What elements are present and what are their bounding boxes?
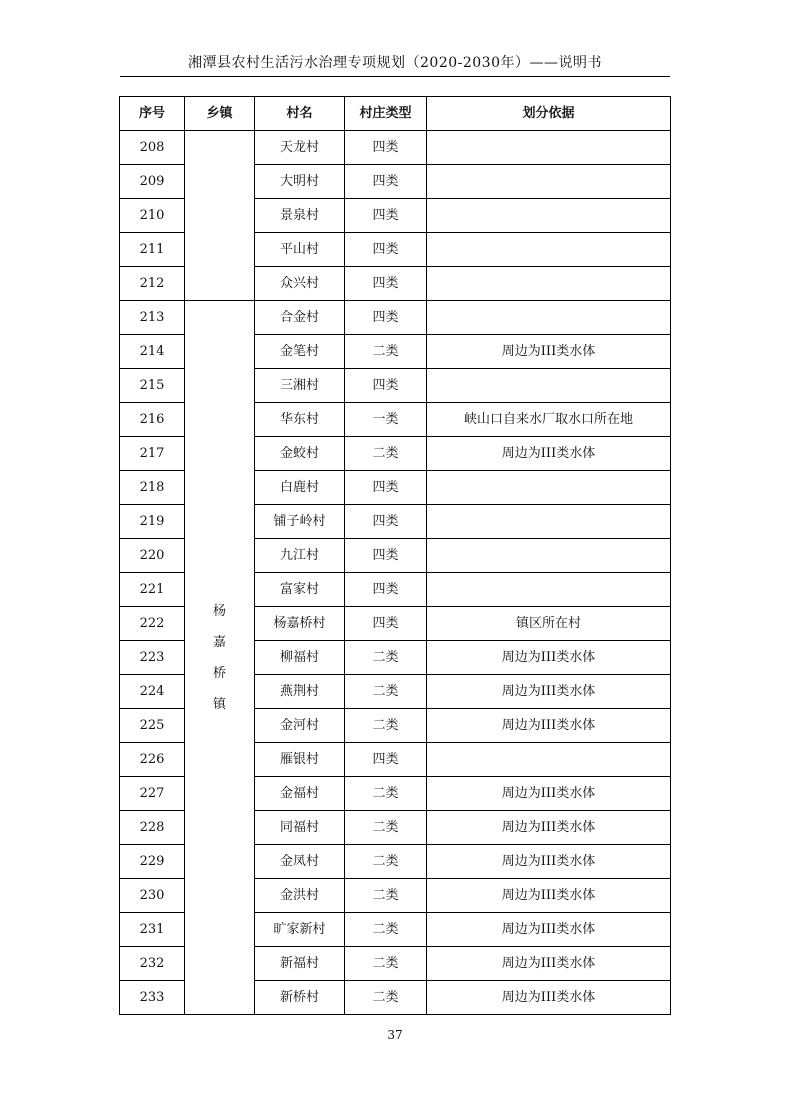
table-header [120, 97, 671, 131]
cell-type: 二类 [345, 777, 427, 811]
cell-no: 219 [120, 505, 185, 539]
cell-village: 三湘村 [255, 369, 345, 403]
cell-type: 二类 [345, 845, 427, 879]
page-header: 湘潭县农村生活污水治理专项规划（2020-2030年）——说明书 [120, 50, 670, 77]
cell-no: 211 [120, 233, 185, 267]
cell-type: 四类 [345, 267, 427, 301]
cell-village: 金河村 [255, 709, 345, 743]
cell-village: 金笔村 [255, 335, 345, 369]
cell-type: 二类 [345, 709, 427, 743]
cell-basis: 周边为III类水体 [427, 437, 671, 471]
table-row [120, 131, 671, 165]
col-header-village: 村名 [255, 97, 345, 131]
cell-basis [427, 301, 671, 335]
cell-village: 大明村 [255, 165, 345, 199]
cell-basis: 周边为III类水体 [427, 947, 671, 981]
cell-no: 228 [120, 811, 185, 845]
cell-type: 四类 [345, 369, 427, 403]
cell-basis [427, 267, 671, 301]
cell-no: 226 [120, 743, 185, 777]
cell-no: 209 [120, 165, 185, 199]
cell-type: 二类 [345, 675, 427, 709]
cell-basis [427, 539, 671, 573]
cell-village: 金蛟村 [255, 437, 345, 471]
cell-type: 二类 [345, 981, 427, 1015]
cell-type: 四类 [345, 301, 427, 335]
cell-basis: 周边为III类水体 [427, 913, 671, 947]
cell-basis: 周边为III类水体 [427, 675, 671, 709]
cell-type: 四类 [345, 743, 427, 777]
town-name-char: 镇 [212, 696, 226, 712]
cell-no: 222 [120, 607, 185, 641]
cell-no: 230 [120, 879, 185, 913]
col-header-basis: 划分依据 [427, 97, 671, 131]
cell-no: 220 [120, 539, 185, 573]
cell-village: 富家村 [255, 573, 345, 607]
cell-basis [427, 165, 671, 199]
town-name-char: 杨 [212, 603, 226, 619]
cell-type: 二类 [345, 811, 427, 845]
cell-village: 合金村 [255, 301, 345, 335]
cell-type: 四类 [345, 165, 427, 199]
cell-no: 233 [120, 981, 185, 1015]
cell-village: 同福村 [255, 811, 345, 845]
cell-no: 221 [120, 573, 185, 607]
cell-village: 燕荆村 [255, 675, 345, 709]
cell-no: 218 [120, 471, 185, 505]
cell-type: 二类 [345, 913, 427, 947]
cell-no: 227 [120, 777, 185, 811]
cell-basis: 峡山口自来水厂取水口所在地 [427, 403, 671, 437]
cell-type: 四类 [345, 573, 427, 607]
cell-village: 金福村 [255, 777, 345, 811]
cell-no: 212 [120, 267, 185, 301]
cell-basis [427, 573, 671, 607]
cell-no: 231 [120, 913, 185, 947]
cell-type: 四类 [345, 539, 427, 573]
cell-village: 天龙村 [255, 131, 345, 165]
cell-no: 225 [120, 709, 185, 743]
cell-basis: 镇区所在村 [427, 607, 671, 641]
page-number: 37 [387, 1028, 403, 1042]
cell-basis [427, 233, 671, 267]
cell-basis [427, 505, 671, 539]
cell-no: 232 [120, 947, 185, 981]
cell-type: 二类 [345, 641, 427, 675]
col-header-no: 序号 [120, 97, 185, 131]
cell-type: 二类 [345, 437, 427, 471]
cell-no: 210 [120, 199, 185, 233]
cell-village: 金凤村 [255, 845, 345, 879]
cell-village: 旷家新村 [255, 913, 345, 947]
cell-no: 214 [120, 335, 185, 369]
cell-no: 229 [120, 845, 185, 879]
cell-basis [427, 471, 671, 505]
cell-basis: 周边为III类水体 [427, 981, 671, 1015]
cell-type: 四类 [345, 471, 427, 505]
cell-no: 217 [120, 437, 185, 471]
cell-village: 新桥村 [255, 981, 345, 1015]
cell-basis: 周边为III类水体 [427, 879, 671, 913]
cell-type: 四类 [345, 233, 427, 267]
cell-basis [427, 743, 671, 777]
col-header-town: 乡镇 [185, 97, 255, 131]
town-name-char: 嘉 [212, 634, 226, 650]
cell-type: 四类 [345, 131, 427, 165]
cell-no: 208 [120, 131, 185, 165]
cell-type: 一类 [345, 403, 427, 437]
cell-type: 四类 [345, 505, 427, 539]
cell-village: 九江村 [255, 539, 345, 573]
cell-basis [427, 199, 671, 233]
cell-village: 景泉村 [255, 199, 345, 233]
cell-no: 223 [120, 641, 185, 675]
cell-basis: 周边为III类水体 [427, 811, 671, 845]
cell-village: 众兴村 [255, 267, 345, 301]
cell-village: 雁银村 [255, 743, 345, 777]
table-body [120, 131, 671, 1015]
cell-no: 215 [120, 369, 185, 403]
cell-basis: 周边为III类水体 [427, 335, 671, 369]
cell-basis: 周边为III类水体 [427, 641, 671, 675]
cell-town [185, 301, 255, 1015]
cell-village: 金洪村 [255, 879, 345, 913]
cell-no: 216 [120, 403, 185, 437]
town-name-char: 桥 [212, 665, 226, 681]
cell-village: 柳福村 [255, 641, 345, 675]
cell-village: 平山村 [255, 233, 345, 267]
cell-basis [427, 131, 671, 165]
cell-type: 四类 [345, 607, 427, 641]
cell-basis: 周边为III类水体 [427, 845, 671, 879]
cell-type: 二类 [345, 335, 427, 369]
cell-no: 213 [120, 301, 185, 335]
col-header-type: 村庄类型 [345, 97, 427, 131]
cell-village: 杨嘉桥村 [255, 607, 345, 641]
cell-type: 二类 [345, 879, 427, 913]
cell-type: 四类 [345, 199, 427, 233]
cell-no: 224 [120, 675, 185, 709]
table-row [120, 301, 671, 335]
cell-village: 铺子岭村 [255, 505, 345, 539]
cell-basis [427, 369, 671, 403]
cell-village: 白鹿村 [255, 471, 345, 505]
cell-town [185, 131, 255, 301]
cell-basis: 周边为III类水体 [427, 777, 671, 811]
cell-type: 二类 [345, 947, 427, 981]
cell-basis: 周边为III类水体 [427, 709, 671, 743]
table-header-row [120, 97, 671, 131]
village-classification-table [119, 96, 671, 1015]
cell-village: 新福村 [255, 947, 345, 981]
cell-village: 华东村 [255, 403, 345, 437]
